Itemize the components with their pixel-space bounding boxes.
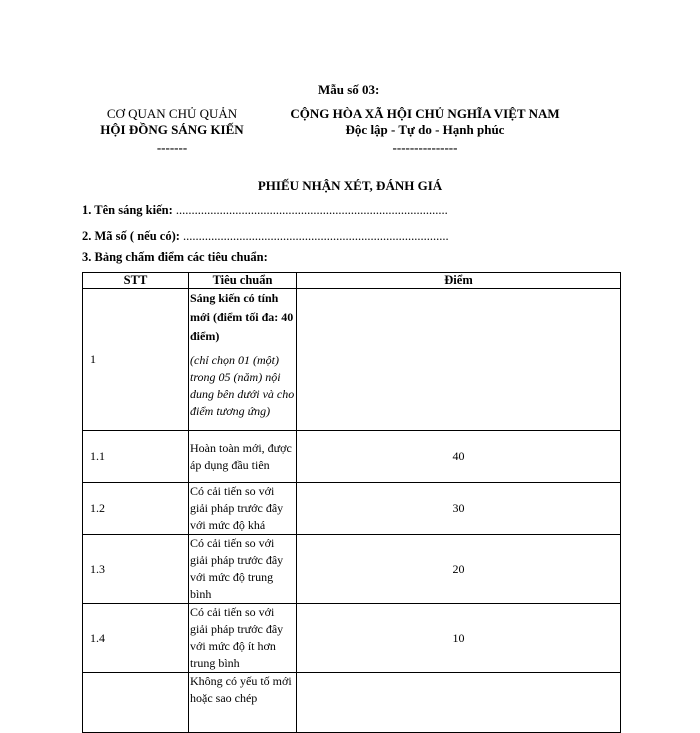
table-header-row bbox=[83, 273, 621, 289]
row-stt: 1.2 bbox=[83, 483, 189, 535]
national-motto: Độc lập - Tự do - Hạnh phúc bbox=[345, 122, 505, 137]
row-score bbox=[297, 289, 621, 431]
form-number: Mẫu số 03: bbox=[318, 82, 380, 97]
row-score: 10 bbox=[297, 604, 621, 673]
row-stt: 1 bbox=[83, 289, 189, 431]
table-row bbox=[83, 673, 621, 733]
scoring-table-caption: 3. Bảng chấm điểm các tiêu chuẩn: bbox=[82, 250, 268, 264]
row-criterion: Có cải tiến so với giải pháp trước đây với mức độ trung bình bbox=[189, 535, 297, 604]
criterion-heading: Sáng kiến có tính mới (điểm tối đa: 40 điểm) bbox=[190, 291, 294, 343]
row-criterion: Không có yếu tố mới hoặc sao chép bbox=[189, 673, 297, 733]
table-row bbox=[83, 604, 621, 673]
row-stt: 1.1 bbox=[83, 431, 189, 483]
row-criterion: Hoàn toàn mới, được áp dụng đầu tiên bbox=[189, 431, 297, 483]
field-label: 1. Tên sáng kiến: bbox=[82, 203, 173, 217]
field-dots: ....................................................................................... bbox=[175, 203, 448, 217]
field-label: 2. Mã số ( nếu có): bbox=[82, 229, 180, 243]
row-criterion bbox=[189, 289, 297, 431]
header-criterion: Tiêu chuẩn bbox=[189, 273, 297, 289]
table-row bbox=[83, 483, 621, 535]
header-score: Điểm bbox=[297, 273, 621, 289]
row-score bbox=[297, 673, 621, 733]
agency-header bbox=[82, 106, 262, 156]
table-row bbox=[83, 535, 621, 604]
agency-name: CƠ QUAN CHỦ QUẢN bbox=[106, 106, 238, 121]
row-criterion: Có cải tiến so với giải pháp trước đây với mức độ khá bbox=[189, 483, 297, 535]
council-name: HỘI ĐỒNG SÁNG KIẾN bbox=[100, 122, 244, 137]
row-score: 30 bbox=[297, 483, 621, 535]
national-divider: --------------- bbox=[392, 140, 458, 155]
row-criterion: Có cải tiến so với giải pháp trước đây với mức độ ít hơn trung bình bbox=[189, 604, 297, 673]
national-title: CỘNG HÒA XÃ HỘI CHỦ NGHĨA VIỆT NAM bbox=[290, 106, 560, 121]
row-stt bbox=[83, 673, 189, 733]
field-dots: ..................................................................................... bbox=[183, 229, 449, 243]
scoring-table bbox=[82, 272, 621, 733]
row-stt: 1.3 bbox=[83, 535, 189, 604]
table-row bbox=[83, 431, 621, 483]
row-score: 20 bbox=[297, 535, 621, 604]
row-score: 40 bbox=[297, 431, 621, 483]
national-header bbox=[270, 106, 580, 156]
document-title: PHIẾU NHẬN XÉT, ĐÁNH GIÁ bbox=[257, 178, 443, 193]
criterion-note: (chỉ chọn 01 (một) trong 05 (năm) nội dung bên dưới và cho điểm tương ứng) bbox=[190, 353, 295, 418]
table-section-row bbox=[83, 289, 621, 431]
agency-divider: ------- bbox=[156, 140, 188, 155]
code-field bbox=[82, 229, 449, 244]
row-stt: 1.4 bbox=[83, 604, 189, 673]
initiative-name-field bbox=[82, 203, 448, 218]
header-stt: STT bbox=[83, 273, 189, 289]
